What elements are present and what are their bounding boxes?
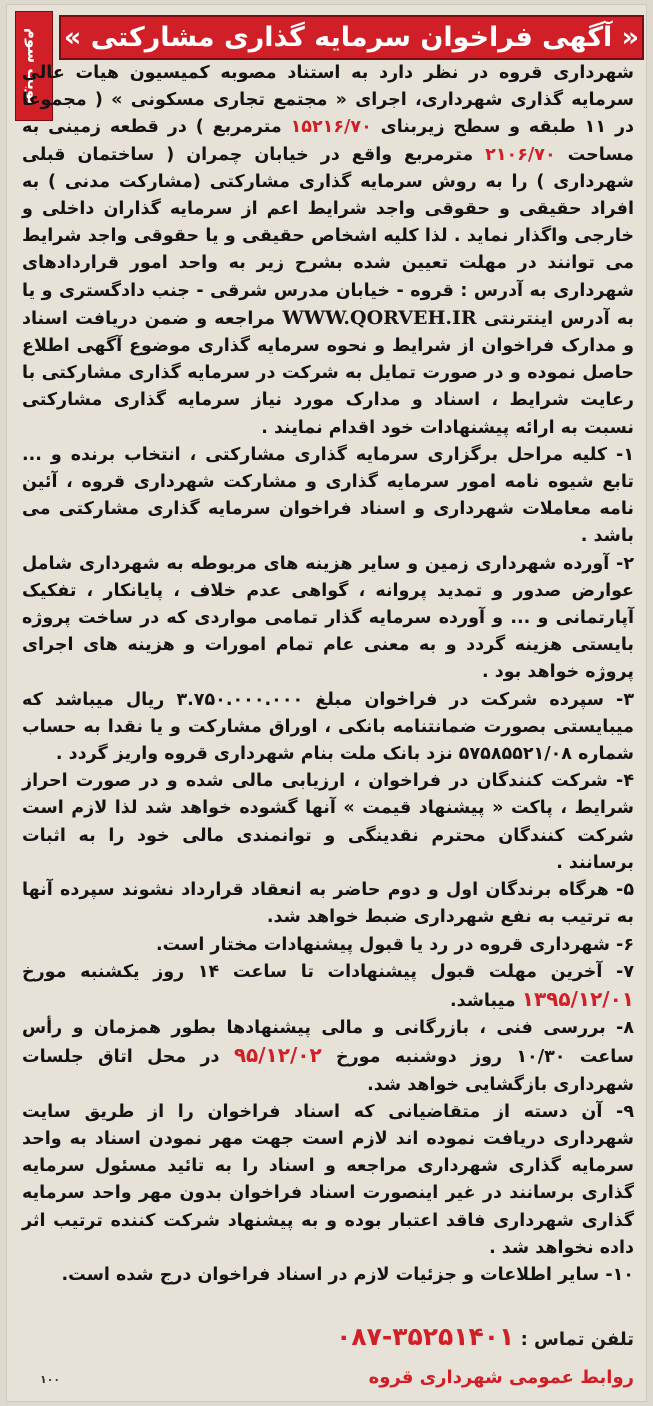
website-link[interactable]: WWW.QORVEH.IR [282, 306, 477, 329]
intro-text-4: مراجعه و ضمن دریافت اسناد و مدارک فراخوان از شرایط و نحوه سرمایه گذاری موضوع آگهی اطلاع حاصل نموده و در صورت تمایل به شرکت در سرمایه گذاری مشارکتی با رعایت شرایط ، اسناد و مدارک مورد نیاز سرمایه گذاری مشارکتی نسبت به ارائه پیشنهادات خود اقدام نمایند . [22, 308, 634, 438]
land-area-value: ۲۱۰۶/۷۰ [485, 144, 556, 165]
item-4: ۴- شرکت کنندگان در فراخوان ، ارزیابی مالی شده و در صورت احراز شرایط ، پاکت « پیشنهاد قیمت » آنها گشوده خواهد شد لذا لازم است شرکت کنندگان محترم نقدینگی و توانمندی مالی خود را به اثبات برسانند . [22, 771, 634, 873]
signature-text: روابط عمومی شهرداری قروه [368, 1367, 634, 1388]
item-2: ۲- آورده شهرداری زمین و سایر هزینه های مربوطه به شهرداری شامل عوارض صدور و تمدید پروانه ، گواهی عدم خلاف ، پایانکار ، تفکیک آپارتمانی و ... و آورده سرمایه گذار تمامی مواردی که در ساخت پروژه بایستی هزینه گردد و به معنی عام تمام امورات و هزینه های اجرای پروژه خواهد بود . [22, 553, 634, 683]
item-3-text-a: ۳- سپرده شرکت در فراخوان مبلغ ۳.۷۵۰.۰۰۰.۰۰۰ ریال میباشد که میبایستی بصورت ضمانتنامه بانکی ، اوراق مشارکت و یا نقدا به حساب شماره [22, 689, 634, 765]
contact-label: تلفن تماس : [520, 1329, 634, 1350]
footer-code: ۱۰۰ [40, 1373, 61, 1386]
deadline-date: ۱۳۹۵/۱۲/۰۱ [521, 986, 634, 1011]
item-6: ۶- شهرداری قروه در رد یا قبول پیشنهادات مختار است. [155, 934, 634, 955]
page-title: « آگهی فراخوان سرمایه گذاری مشارکتی » [59, 15, 644, 60]
contact-row [22, 1322, 634, 1351]
item-5: ۵- هرگاه برندگان اول و دوم حاضر به انعقاد قرارداد نشوند سپرده آنها به ترتیب به نفع شهرداری ضبط خواهد شد. [22, 880, 634, 928]
item-7-text-b: میباشد. [449, 990, 522, 1011]
item-8-text-a: ۸- بررسی فنی ، بازرگانی و مالی پیشنهادها بطور همزمان و رأس ساعت ۱۰/۳۰ روز دوشنبه مورخ [22, 1018, 635, 1068]
item-10: ۱۰- سایر اطلاعات و جزئیات لازم در اسناد فراخوان درج شده است. [61, 1264, 634, 1285]
item-1: ۱- کلیه مراحل برگزاری سرمایه گذاری مشارکتی ، انتخاب برنده و ... تابع شیوه نامه امور سرمایه گذاری و مشارکت شهرداری قروه ، آئین نامه معاملات شهرداری و اسناد فراخوان سرمایه گذاری مشارکتی می باشد . [22, 444, 634, 547]
item-8 [22, 1015, 634, 1099]
opening-date: ۹۵/۱۲/۰۲ [233, 1043, 322, 1068]
round-badge: نوبت سوم [15, 11, 53, 121]
total-area-value: ۱۵۲۱۶/۷۰ [290, 117, 372, 138]
item-8-text-b: در محل اتاق جلسات شهرداری بازگشایی خواهد شد. [22, 1047, 634, 1095]
footer-signature [22, 1364, 634, 1392]
intro-text-1: شهرداری قروه در نظر دارد به استناد مصوبه کمیسیون هیات عالی سرمایه گذاری شهرداری، اجرای « مجتمع تجاری مسکونی » ( مجموعا در ۱۱ طبقه و سطح زیربنای [22, 63, 634, 138]
item-9: ۹- آن دسته از متقاضیانی که اسناد فراخوان را از طریق سایت شهرداری دریافت نموده اند لازم است جهت مهر نمودن اسناد به واحد سرمایه گذاری شهرداری مراجعه و اسناد را به تائید مسئول سرمایه گذاری برسانند در غیر اینصورت اسناد فراخوان بدون مهر واحد سرمایه گذاری شهرداری فاقد اعتبار بوده و به پیشنهاد شرکت کننده ترتیب اثر داده نخواهد شد . [22, 1101, 634, 1258]
item-7 [22, 959, 634, 1015]
intro-text-2: مترمربع ) در قطعه زمینی به مساحت [22, 117, 634, 165]
intro-paragraph [22, 60, 634, 442]
intro-text-3: مترمربع واقع در خیابان چمران ( ساختمان قبلی شهرداری ) را به روش سرمایه گذاری مشارکتی (مشارکت مدنی ) به افراد حقیقی و حقوقی واجد شرایط اعم از سرمایه گذاران داخلی و خارجی واگذار نماید . لذا کلیه اشخاص حقیقی و یا حقوقی واجد شرایط می توانند در مهلت تعیین شده بشرح زیر به واحد امور قراردادهای شهرداری به آدرس : قروه - خیابان مدرس شرقی - جنب دادگستری و یا به آدرس اینترنتی [22, 144, 634, 329]
item-7-text-a: ۷- آخرین مهلت قبول پیشنهادات تا ساعت ۱۴ روز یکشنبه مورخ [22, 961, 634, 982]
account-number: ۵۷۵۸۵۵۲۱/۰۸ [458, 744, 572, 765]
contact-phone[interactable]: ۰۸۷-۳۵۲۵۱۴۰۱ [336, 1322, 515, 1351]
item-3-text-b: نزد بانک ملت بنام شهرداری قروه واریز گردد . [55, 744, 459, 765]
item-3 [22, 687, 634, 769]
announcement-body [22, 60, 634, 1289]
